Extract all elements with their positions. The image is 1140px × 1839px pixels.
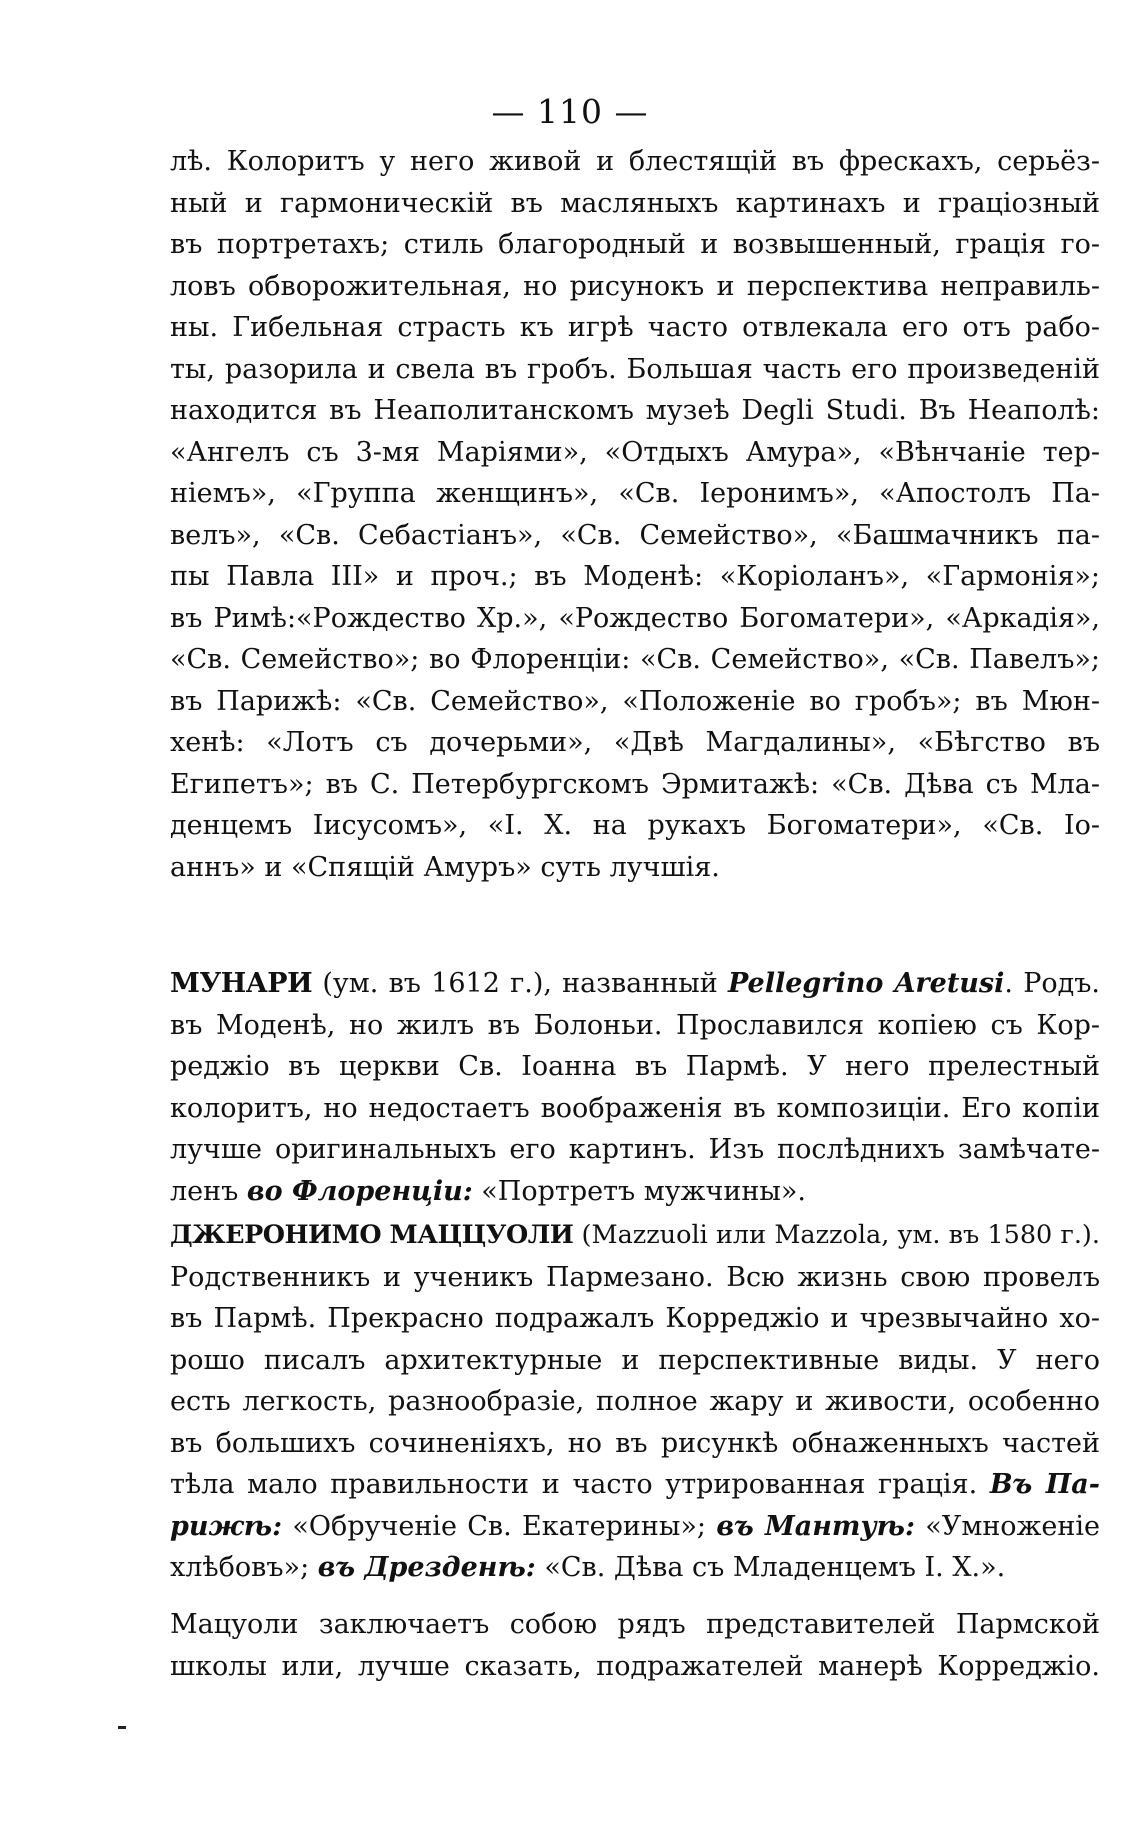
paragraph-4 xyxy=(170,1604,1100,1687)
text-line: ны. Гибельная страсть къ игрѣ часто отвлекала его отъ рабо- xyxy=(170,312,1100,343)
text-segment: (ум. въ 1612 г.), названный xyxy=(312,968,728,999)
text-segment: «Обрученіе Св. Екатерины»; xyxy=(282,1510,717,1542)
italic-alias: Pellegrino Aretusi xyxy=(727,968,1005,999)
text-line xyxy=(170,963,1100,1005)
text-segment: хлѣбовъ»; xyxy=(170,1552,318,1583)
text-line xyxy=(170,1171,1100,1213)
text-line: пы Павла III» и проч.; въ Моденѣ: «Коріоланъ», «Гармонія»; xyxy=(170,561,1100,592)
text-segment: «Портретъ мужчины». xyxy=(472,1175,806,1207)
italic-location: Въ Па- xyxy=(989,1469,1100,1500)
text-line: Родственникъ и ученикъ Пармезано. Всю жизнь свою провелъ xyxy=(170,1261,1100,1293)
print-speck xyxy=(118,1726,126,1729)
text-line: «Св. Семейство»; во Флоренціи: «Св. Семейство», «Св. Павелъ»; xyxy=(170,644,1100,675)
text-line: денцемъ Іисусомъ», «І. Х. на рукахъ Богоматери», «Св. Іо- xyxy=(170,810,1100,841)
text-line: ный и гармоническій въ масляныхъ картинахъ и граціозный xyxy=(170,187,1100,219)
text-line: ты, разорила и свела въ гробъ. Большая часть его произведеній xyxy=(170,353,1100,385)
text-line: въ портретахъ; стиль благородный и возвышенный, грація го- xyxy=(170,229,1100,260)
text-segment: ленъ xyxy=(170,1175,247,1207)
text-segment: «Умноженіе xyxy=(914,1510,1100,1542)
text-line: велъ», «Св. Себастіанъ», «Св. Семейство», «Башмачникъ па- xyxy=(170,519,1100,551)
text-line: лѣ. Колоритъ у него живой и блестящій въ фрескахъ, серьёз- xyxy=(170,146,1100,177)
text-line xyxy=(170,1547,1100,1589)
text-line xyxy=(170,1464,1100,1506)
text-line: рошо писалъ архитектурные и перспективные виды. У него xyxy=(170,1344,1100,1376)
italic-location: во Флоренціи: xyxy=(246,1175,473,1207)
text-line: Египетъ»; въ С. Петербургскомъ Эрмитажѣ: «Св. Дѣва съ Мла- xyxy=(170,768,1100,800)
text-line: въ Моденѣ, но жилъ въ Болоньи. Прославился копіею съ Кор- xyxy=(170,1009,1100,1041)
text-line: школы или, лучше сказать, подражателей манерѣ Корреджіо. xyxy=(170,1650,1100,1682)
text-line: «Ангелъ съ 3-мя Маріями», «Отдыхъ Амура», «Вѣнчаніе тер- xyxy=(170,436,1100,468)
text-line xyxy=(170,1215,1100,1257)
text-line: въ Парижѣ: «Св. Семейство», «Положеніе во гробъ»; въ Мюн- xyxy=(170,685,1100,717)
italic-location: рижѣ: xyxy=(170,1510,283,1542)
text-line: колоритъ, но недостаетъ воображенія въ композиціи. Его копіи xyxy=(170,1092,1100,1124)
italic-location: въ Дрезденѣ: xyxy=(317,1552,536,1583)
text-line: въ Пармѣ. Прекрасно подражалъ Корреджіо и чрезвычайно хо- xyxy=(170,1303,1100,1334)
page-number: — 110 — xyxy=(491,92,649,131)
text-line: хенѣ: «Лотъ съ дочерьми», «Двѣ Магдалины», «Бѣгство въ xyxy=(170,727,1100,758)
text-line: находится въ Неаполитанскомъ музеѣ Degli Studi. Въ Неаполѣ: xyxy=(170,395,1100,426)
text-line: лучше оригинальныхъ его картинъ. Изъ послѣднихъ замѣчате- xyxy=(170,1134,1100,1165)
text-segment: тѣла мало правильности и часто утрированная грація. xyxy=(170,1469,990,1500)
artist-name-heading: МУНАРИ xyxy=(170,968,313,999)
text-line: Мацуоли заключаетъ собою рядъ представителей Пармской xyxy=(170,1609,1100,1640)
text-segment: . Родъ. xyxy=(1004,968,1100,999)
paragraph-3 xyxy=(170,1215,1100,1589)
paragraph-1 xyxy=(170,141,1100,888)
text-line: въ Римѣ:«Рождество Хр.», «Рождество Богоматери», «Аркадія», xyxy=(170,602,1100,634)
text-line: ловъ обворожительная, но рисунокъ и перспектива неправиль- xyxy=(170,270,1100,302)
text-line: реджіо въ церкви Св. Іоанна въ Пармѣ. У него прелестный xyxy=(170,1051,1100,1082)
text-line: аннъ» и «Спящій Амуръ» суть лучшія. xyxy=(170,851,720,883)
artist-name-heading: ДЖЕРОНИМО МАЦЦУОЛИ xyxy=(170,1220,574,1250)
text-line: въ большихъ сочиненіяхъ, но въ рисункѣ обнаженныхъ частей xyxy=(170,1427,1100,1459)
text-line: есть легкость, разнообразіе, полное жару и живости, особенно xyxy=(170,1386,1100,1417)
text-segment: (Mazzuoli или Mazzola, ум. въ 1580 г.). xyxy=(573,1220,1100,1250)
italic-location: въ Мантуѣ: xyxy=(716,1510,915,1542)
text-line xyxy=(170,1506,1100,1548)
text-line: ніемъ», «Группа женщинъ», «Св. Іеронимъ», «Апостолъ Па- xyxy=(170,478,1100,509)
text-segment: «Св. Дѣва съ Младенцемъ І. Х.». xyxy=(535,1552,1006,1583)
paragraph-2 xyxy=(170,963,1100,1212)
